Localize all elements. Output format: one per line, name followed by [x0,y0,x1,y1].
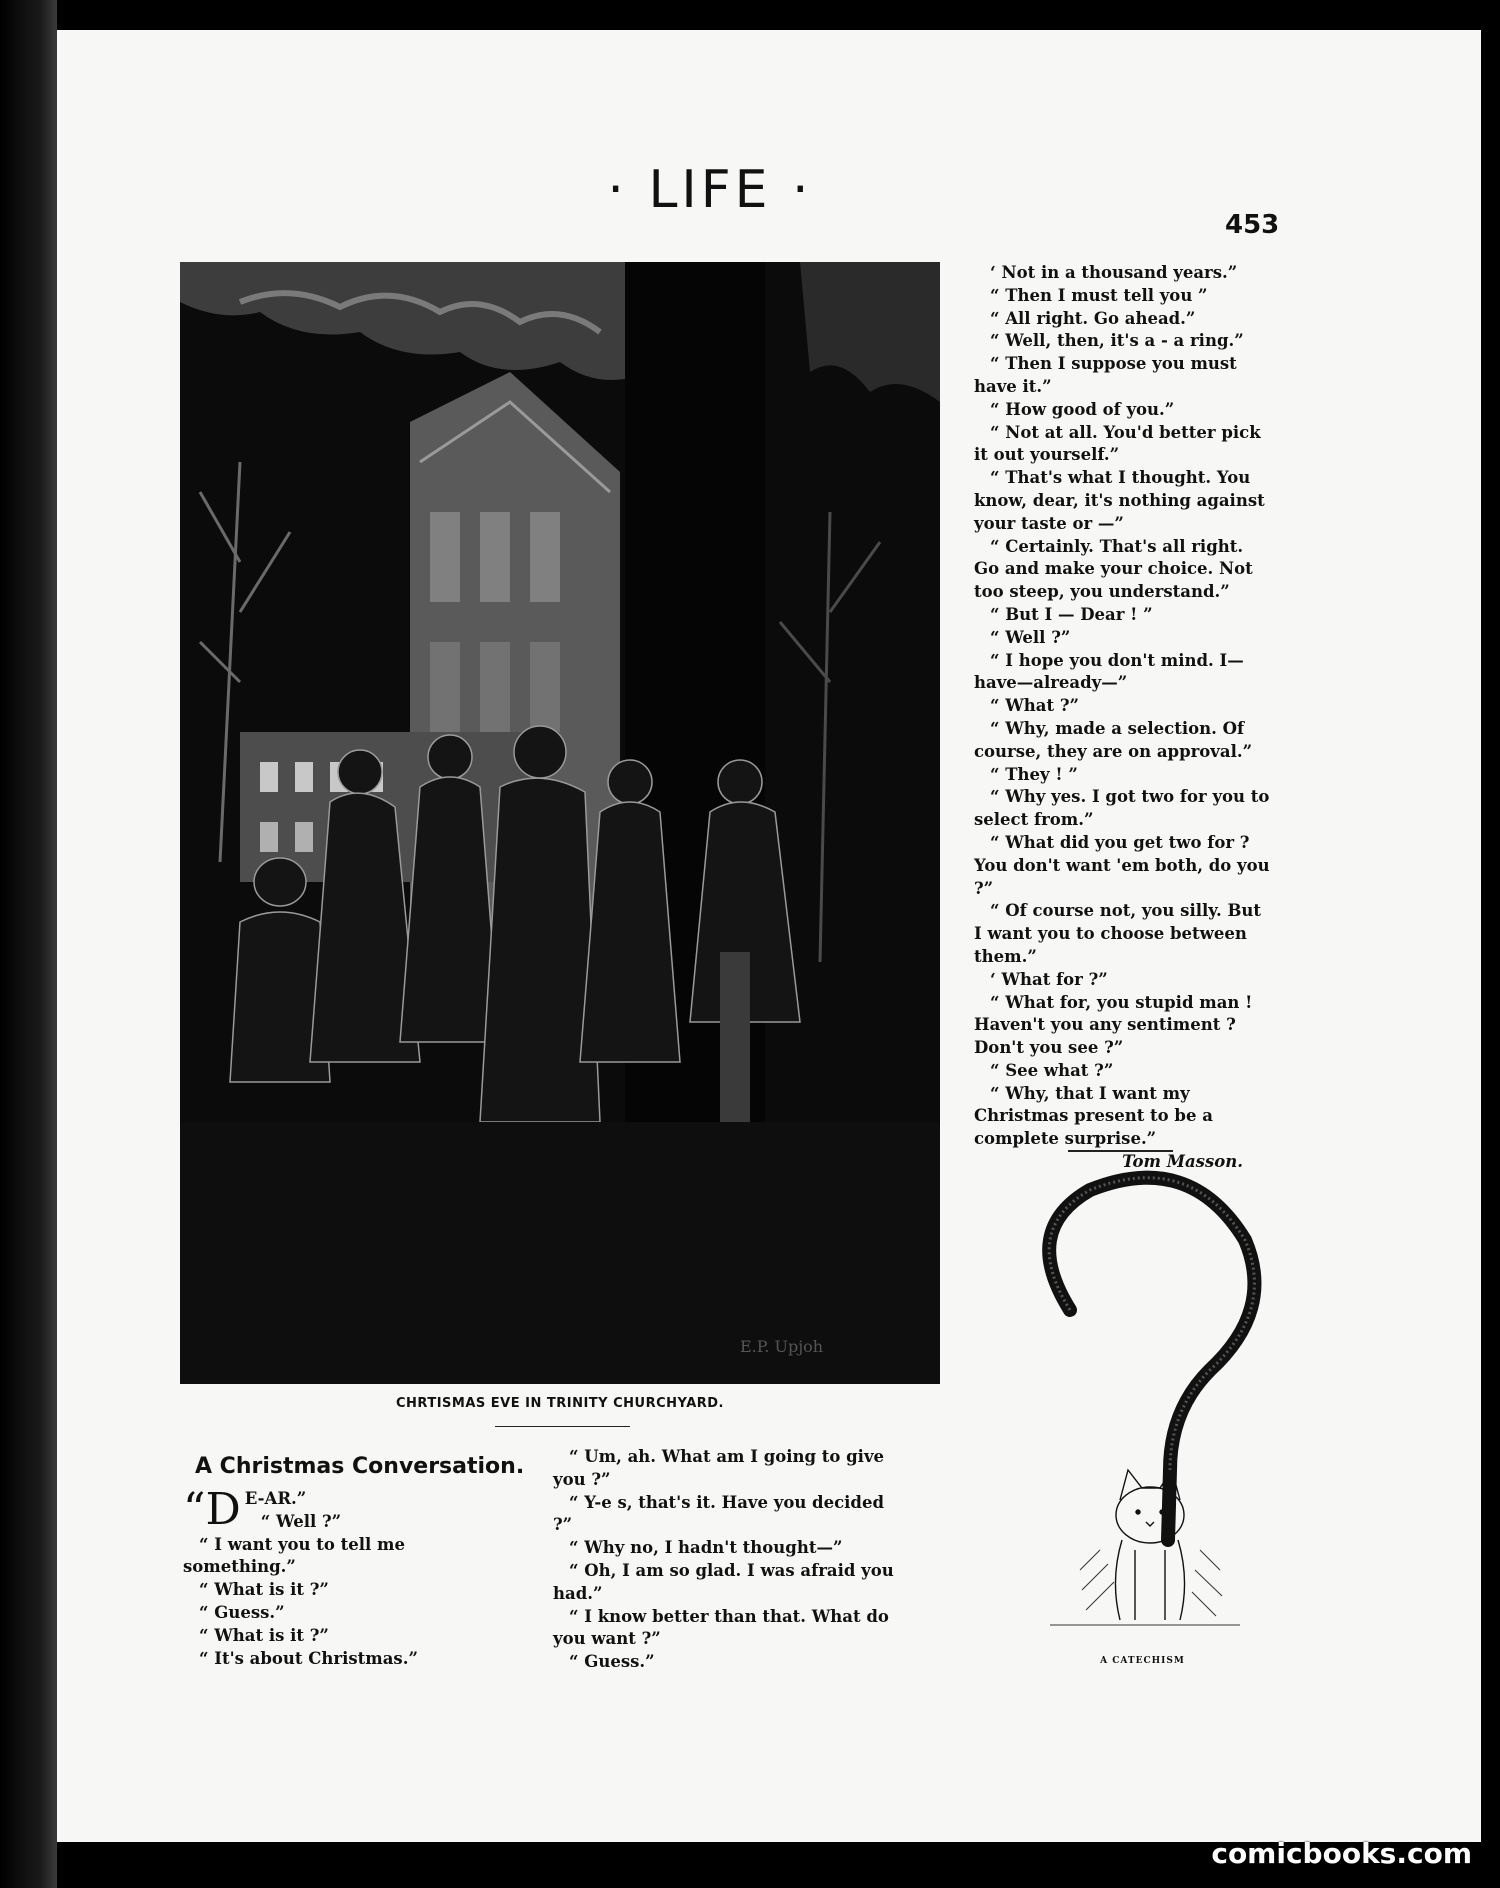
article-line: “ What for, you stupid man ! Haven't you any sentiment ? Don't you see ?” [974,992,1253,1058]
article-line: “ It's about Christmas.” [199,1648,418,1668]
christmas-eve-illustration [180,262,940,1384]
illustration-caption: CHRTISMAS EVE IN TRINITY CHURCHYARD. [395,1396,724,1411]
article-line: ‘ Not in a thousand years.” [990,263,1238,282]
article-line: “ Why yes. I got two for you to select from.” [974,787,1270,830]
article-line: “ Guess.” [569,1652,655,1672]
article-line: “ What is it ?” [199,1625,329,1645]
article-column-2 [553,1446,900,1674]
author-signature: Tom Masson. [1122,1152,1243,1172]
article-line: “ What did you get two for ? You don't want 'em both, do you ?” [974,832,1270,898]
article-line: “ Then I suppose you must have it.” [974,354,1237,396]
article-line: “ See what ?” [990,1060,1114,1080]
article-line: “ Why no, I hadn't thought—” [569,1538,843,1558]
masthead-title: · LIFE · [607,160,813,220]
article-line: “ I hope you don't mind. I— have—already—” [974,650,1244,693]
article-title: A Christmas Conversation. [195,1454,525,1479]
article-line: “ Why, made a selection. Of course, they are on approval.” [974,718,1253,761]
article-line: “ Y-e s, that's it. Have you decided ?” [553,1492,884,1535]
article-line: “ Not at all. You'd better pick it out yourself.” [974,422,1261,465]
article-line: “ But I — Dear ! ” [990,604,1153,624]
article-line: “ How good of you.” [990,399,1175,419]
article-line: “ Then I must tell you ” [990,285,1208,305]
article-line: “ I know better than that. What do you want ?” [553,1606,889,1649]
article-line: “ Well ?” [990,627,1071,647]
article-line: “ I want you to tell me something.” [183,1534,406,1577]
article-line: “ Why, that I want my Christmas present to be a complete surprise.” [974,1083,1213,1149]
article-line: “ They ! ” [990,764,1078,784]
artist-signature: E.P. Upjoh [740,1337,824,1356]
caption-rule [495,1426,630,1427]
article-line: E-AR.” [244,1489,307,1508]
catechism-caption: A CATECHISM [1100,1656,1185,1666]
article-line: “ Well ?” [260,1511,342,1531]
article-line: ‘ What for ?” [990,969,1108,989]
binding-edge [0,0,57,1888]
article-line: “ Oh, I am so glad. I was afraid you had.” [553,1560,894,1603]
article-line: “ That's what I thought. You know, dear, it's nothing against your taste or —” [974,468,1265,533]
article-line: “ What is it ?” [199,1580,329,1600]
article-line: “ Of course not, you silly. But I want you to choose between them.” [974,901,1262,966]
article-line: “ All right. Go ahead.” [990,308,1196,328]
article-line: “ Certainly. That's all right. Go and make your choice. Not too steep, you understand.” [974,536,1253,602]
article-column-1 [183,1484,513,1670]
article-end-rule [1068,1150,1173,1152]
article-dropcap: “D [183,1484,241,1535]
article-line: “ Um, ah. What am I going to give you ?” [553,1447,885,1489]
catechism-cat-illustration [1010,1170,1275,1630]
article-line: “ Guess.” [199,1602,285,1622]
watermark: comicbooks.com [1211,1837,1472,1870]
article-column-3 [974,262,1271,1174]
page-number: 453 [1225,210,1280,240]
article-line: “ What ?” [990,696,1079,716]
article-line: “ Well, then, it's a - a ring.” [990,331,1244,351]
